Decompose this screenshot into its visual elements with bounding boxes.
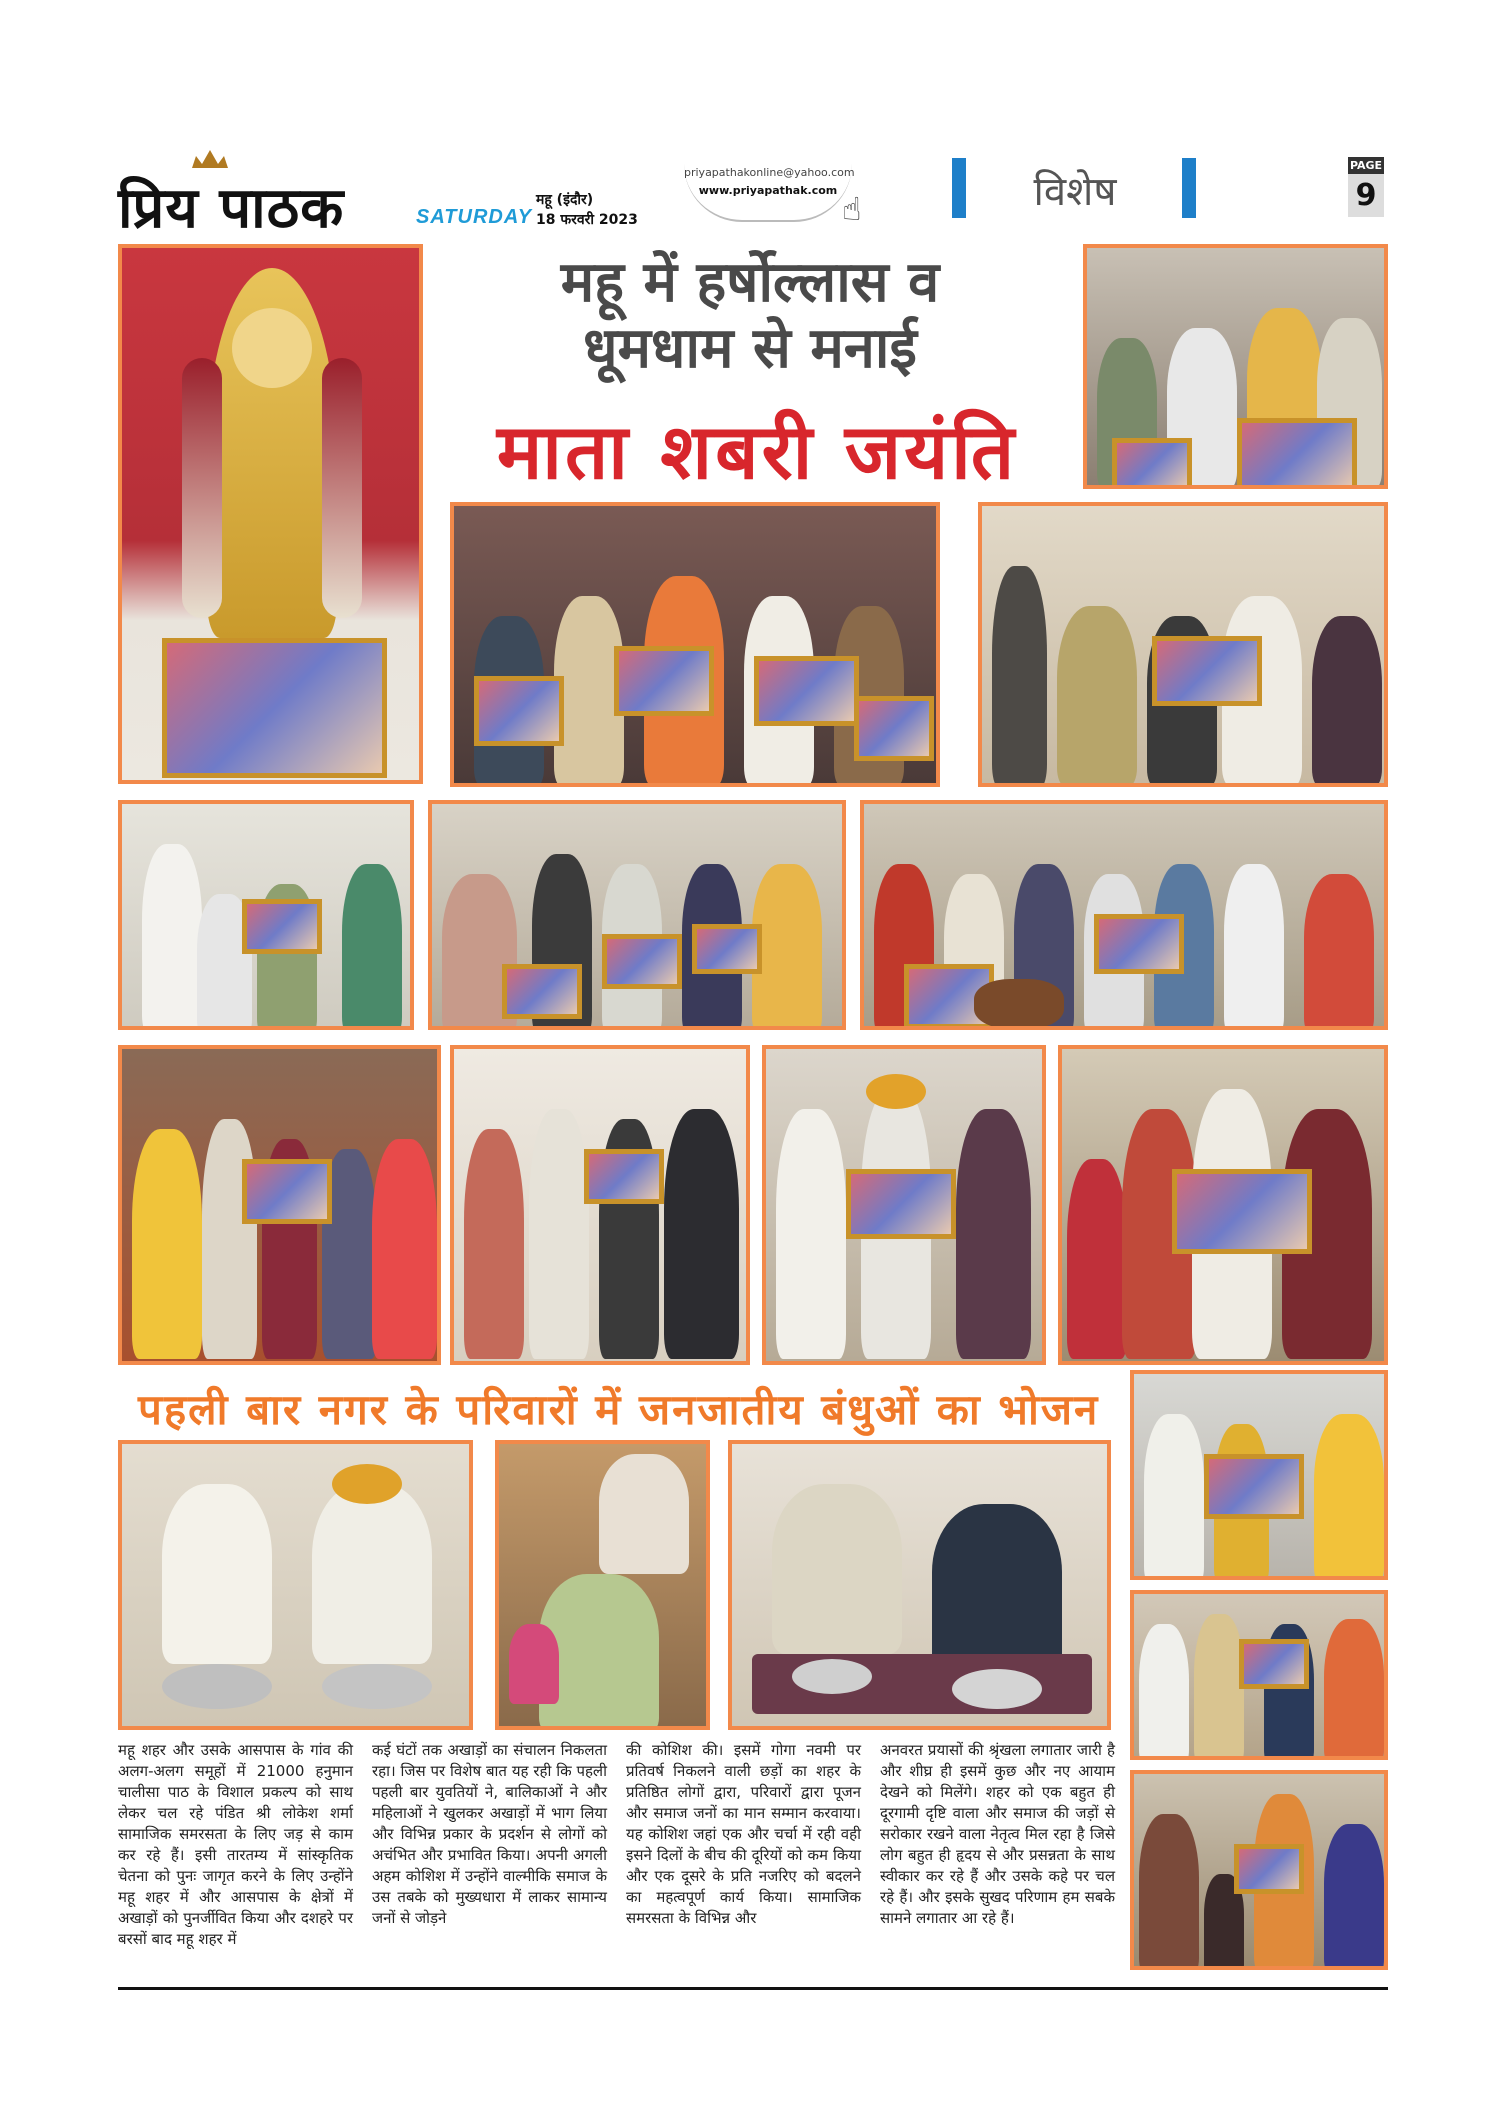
page-label: PAGE xyxy=(1349,159,1383,172)
website-link[interactable]: www.priyapathak.com xyxy=(698,184,838,197)
section-name: विशेष xyxy=(1033,169,1117,215)
date-label: 18 फरवरी 2023 xyxy=(536,212,638,228)
section-bracket-left xyxy=(952,158,966,218)
temple-crown-icon xyxy=(190,150,230,168)
newspaper-title: प्रिय पाठक xyxy=(118,175,345,241)
contact-block xyxy=(684,164,855,222)
day-label: SATURDAY xyxy=(416,206,533,228)
bottom-rule xyxy=(118,1987,1388,1990)
photo-women-child xyxy=(1130,1770,1388,1970)
email-link[interactable]: priyapathakonline@yahoo.com xyxy=(684,166,855,179)
article-col-2: कई घंटों तक अखाड़ों का संचालन निकलता रहा। जिस पर विशेष बात यह रही कि पहली पहली बार युवतियों ने, बालिकाओं ने और महिलाओं ने खुलकर अखाड़ों में भाग लिया और विभिन्न प्रकार के प्रदर्शन से लोगों को अचंभित और प्रभावित किया। अपनी अगली अहम कोशिश में उन्होंने वाल्मीकि समाज के उस तबके को मुख्यधारा में लाकर सामान्य जनों से जोड़ने xyxy=(372,1741,607,1927)
photo-young-family xyxy=(1058,1045,1388,1365)
photo-crowd-with-frames xyxy=(450,502,940,787)
headline-line2: धूमधाम से मनाई xyxy=(583,316,917,381)
photo-serving-meal xyxy=(495,1440,710,1730)
photo-family-living-room xyxy=(118,1045,441,1365)
photo-shop-presentation xyxy=(1130,1370,1388,1580)
photo-drum-procession xyxy=(860,800,1388,1030)
idol-photo xyxy=(118,244,423,784)
headline-line1: महू में हर्षोल्लास व xyxy=(560,250,940,315)
dateline xyxy=(536,190,638,230)
photo-indoor-group xyxy=(428,800,846,1030)
photo-hallway-gift xyxy=(450,1045,750,1365)
photo-dining-two-men xyxy=(118,1440,473,1730)
article-col-1: महू शहर और उसके आसपास के गांव की अलग-अलग समूहों में 21000 हनुमान चालीसा पाठ के विशाल प्रकल्प को साथ लेकर चल रहे पंडित श्री लोकेश शर्मा सामाजिक समरसता के लिए जड़ से काम कर रहे हैं। इसी तारतम्य में सांस्कृतिक चेतना को पुनः जागृत करने के लिए उन्होंने महू शहर में और आसपास के क्षेत्रों में अखाड़ों को पुनर्जीवित किया और दशहरे पर बरसों बाद महू शहर में xyxy=(118,1741,353,1948)
page-number-box xyxy=(1348,157,1384,217)
photo-group-elders xyxy=(1083,244,1388,489)
page-number: 9 xyxy=(1348,174,1384,217)
headline-main: माता शबरी जयंति xyxy=(496,407,1018,496)
photo-floor-dining xyxy=(728,1440,1111,1730)
photo-courtyard-family xyxy=(1130,1590,1388,1760)
section-bracket-right xyxy=(1182,158,1196,218)
photo-women-celebrating xyxy=(118,800,414,1030)
place-label: महू (इंदौर) xyxy=(536,192,594,208)
photo-temple-group xyxy=(978,502,1388,787)
headline-top xyxy=(500,250,1000,382)
pointing-hand-icon: ☝ xyxy=(842,190,862,228)
article-col-4: अनवरत प्रयासों की श्रृंखला लगातार जारी है और शीघ्र ही इसमें कुछ और नए आयाम देखने को मिलेंगे। शहर को एक बहुत ही दूरगामी दृष्टि वाला और समाज की जड़ों से सरोकार रखने वाला नेतृत्व मिल रहा है जिसे लोग बहुत ही हृदय से और प्रसन्नता के साथ स्वीकार कर रहे हैं और उसके कहे पर चल रहे हैं। और इसके सुखद परिणाम हम सबके सामने लगातार आ रहे हैं। xyxy=(880,1741,1115,1927)
photo-turban-guest xyxy=(762,1045,1046,1365)
article-col-3: की कोशिश की। इसमें गोगा नवमी पर प्रतिवर्ष निकलने वाली छड़ों का शहर के प्रतिष्ठित लोगों द्वारा, परिवारों द्वारा पूजन और समाज जनों का मान सम्मान करवाया। यह कोशिश जहां एक और चर्चा में रही वही इसने दिलों के बीच की दूरियों को कम किया और एक दूसरे के प्रति नजरिए को बदलने का महत्वपूर्ण कार्य किया। सामाजिक समरसता के विभिन्न और xyxy=(626,1741,861,1927)
subheadline: पहली बार नगर के परिवारों में जनजातीय बंधुओं का भोजन xyxy=(138,1385,1100,1434)
